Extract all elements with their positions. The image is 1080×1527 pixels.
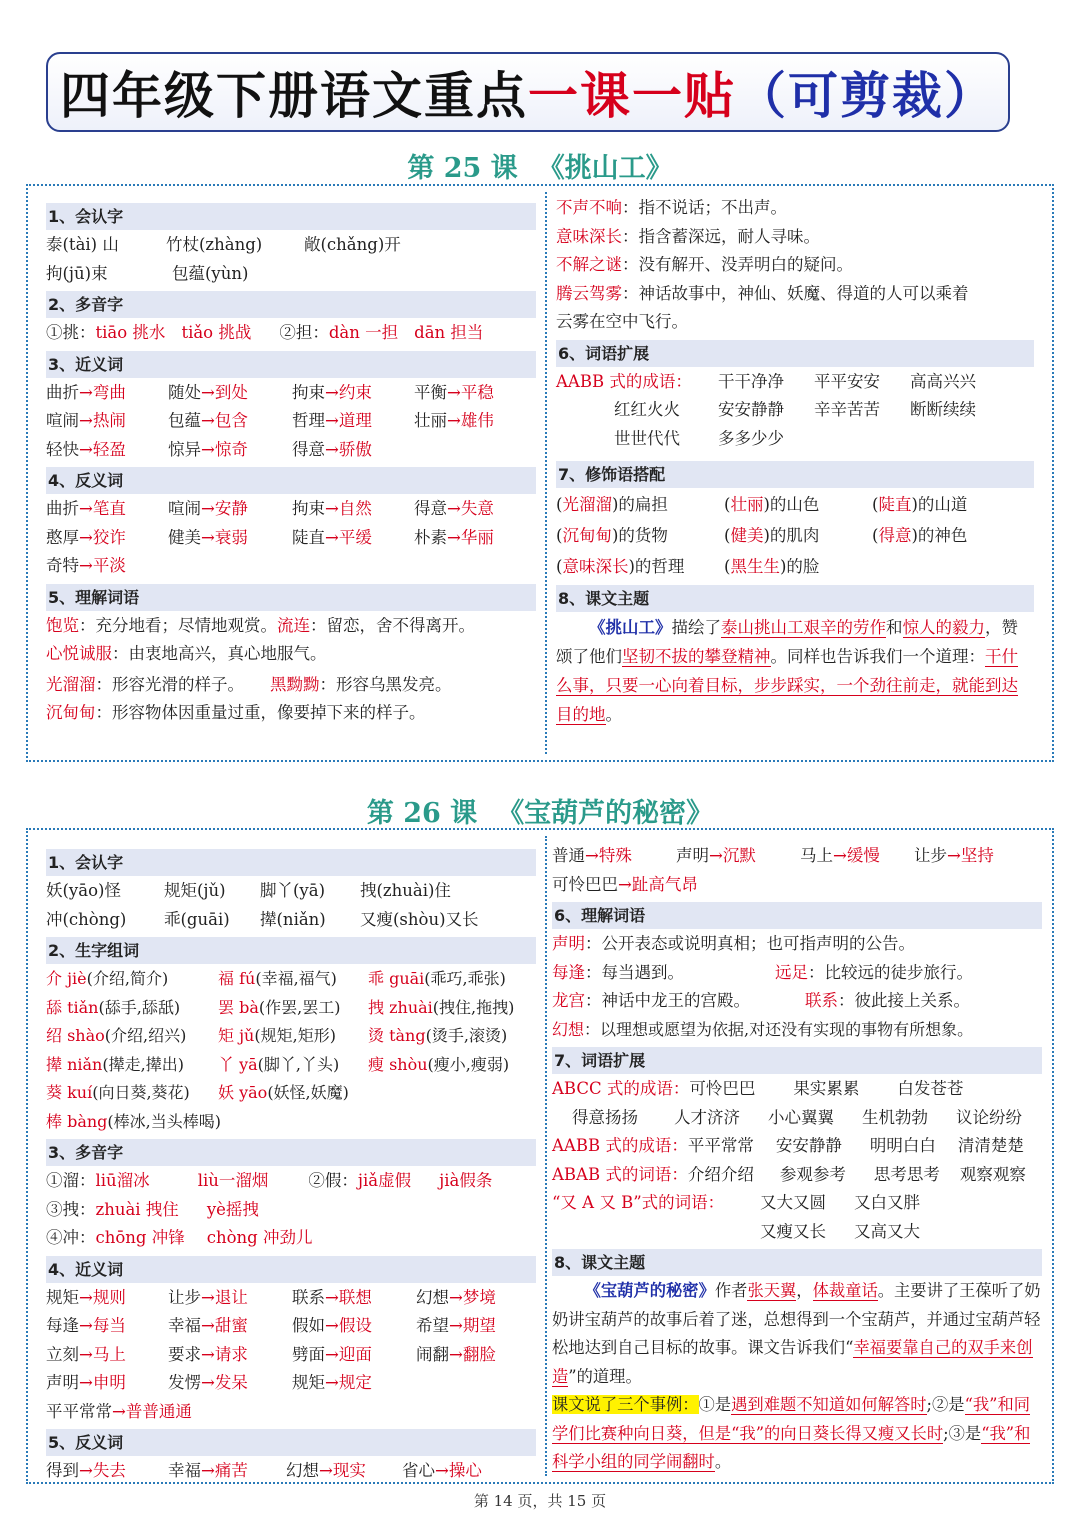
polyphone-item: dān 担当 — [414, 323, 484, 342]
vocab-item: 介 jiè(介绍,简介) — [46, 969, 169, 988]
vocab-row — [46, 1051, 536, 1080]
char-row — [46, 260, 536, 289]
column-divider — [545, 192, 547, 754]
lesson-26-card — [26, 828, 1054, 1484]
lesson-number: 第 26 课 — [366, 798, 478, 829]
word-pair-row: 平平常常→普普通通 — [46, 1401, 192, 1421]
column-divider — [545, 836, 547, 1476]
antonym-pair: 幸福→痛苦 — [168, 1461, 248, 1480]
theme-paragraph: 《挑山工》描绘了泰山挑山工艰辛的劳作和惊人的毅力，赞颂了他们坚韧不拔的攀登精神。同样也告诉我们一个道理：干什么事，只要一心向着目标，步步踩实，一个劲往前走，就能到达目的地。 — [556, 618, 1018, 724]
definition-row: 饱览：充分地看；尽情地观赏。流连：留恋，舍不得离开。 — [46, 615, 475, 635]
char-item: 妖(yāo)怪 — [46, 881, 121, 900]
modifier-pair: (意味深长)的哲理 — [556, 557, 685, 576]
antonym-pair: 幻想→现实 — [286, 1461, 366, 1480]
synonym-pair: 立刻→马上 — [46, 1344, 126, 1364]
idiom: 高高兴兴 — [910, 371, 976, 391]
synonym-pair: 拘束→约束 — [292, 382, 372, 402]
polyphone-row: ④冲：chōng 冲锋 chòng 冲劲儿 — [46, 1228, 313, 1247]
synonym-pair: 惊异→惊奇 — [168, 439, 248, 459]
synonym-pair: 随处→到处 — [168, 382, 248, 402]
antonym-pair: 健美→衰弱 — [168, 527, 248, 547]
section-header: 1、会认字 — [46, 849, 536, 876]
vocab-item: 罢 bà(作罢,罢工) — [218, 997, 341, 1017]
examples-paragraph: 课文说了三个事例：①是遇到难题不知道如何解答时;②是“我”和同学们比赛种向日葵，但是“我”的向日葵长得又瘦又长时;③是“我”和科学小组的同学闹翻时。 — [552, 1395, 1031, 1471]
definition-row: 光溜溜：形容光滑的样子。 黑黝黝：形容乌黑发亮。 — [46, 674, 452, 694]
modifier-row — [556, 551, 1034, 582]
section-header: 2、多音字 — [46, 291, 536, 318]
modifier-pair: (壮丽)的山色 — [724, 495, 820, 514]
vocab-row — [46, 1022, 536, 1051]
definition-row: 不解之谜：没有解开、没弄明白的疑问。 — [556, 255, 853, 274]
char-item: 敞(chǎng)开 — [304, 235, 401, 254]
synonym-pair: 联系→联想 — [292, 1287, 372, 1307]
char-item: 拽(zhuài)住 — [360, 881, 451, 900]
modifier-row — [556, 489, 1034, 520]
section-header: 6、词语扩展 — [556, 340, 1034, 367]
char-row — [46, 877, 536, 906]
vocab-row — [46, 965, 536, 994]
idiom-label: ABCC 式的成语： — [552, 1079, 690, 1098]
char-item: 拘(jū)束 — [46, 263, 108, 283]
synonym-pair: 曲折→弯曲 — [46, 382, 126, 402]
vocab-item: 棒 bàng(棒冰,当头棒喝) — [46, 1111, 221, 1131]
idiom-row — [556, 396, 1034, 425]
word-pair-row — [46, 1457, 536, 1486]
definition-row: 幻想：以理想或愿望为依据,对还没有实现的事物有所想象。 — [552, 1019, 974, 1039]
char-item: 规矩(jǔ) — [164, 881, 226, 900]
antonym-pair: 朴素→华丽 — [414, 527, 494, 547]
idiom: 平平安安 — [814, 371, 880, 391]
section-header: 7、修饰语搭配 — [556, 461, 1034, 488]
synonym-pair: 幸福→甜蜜 — [168, 1316, 248, 1335]
definition-row: 不声不响：指不说话；不出声。 — [556, 198, 787, 217]
section-header: 4、近义词 — [46, 1256, 536, 1283]
modifier-pair: (沉甸甸)的货物 — [556, 526, 668, 545]
antonym-pair: 让步→坚持 — [914, 846, 994, 865]
section-header: 7、词语扩展 — [552, 1047, 1042, 1074]
word-pair-row — [46, 1341, 536, 1370]
synonym-pair: 要求→请求 — [168, 1344, 248, 1364]
polyphone-item: tiǎo 挑战 — [181, 323, 252, 342]
synonym-pair: 平衡→平稳 — [414, 382, 494, 402]
idiom-row — [556, 368, 1034, 397]
idiom: 世世代代 — [614, 428, 680, 448]
section-header: 2、生字组词 — [46, 937, 536, 964]
antonym-pair: 喧闹→安静 — [168, 499, 248, 518]
word-pair-row — [46, 524, 536, 553]
modifier-row — [556, 520, 1034, 551]
lesson-25-right-column — [556, 194, 1034, 729]
polyphone-row: ③拽：zhuài 拽住 yè摇拽 — [46, 1199, 259, 1219]
idiom-label: “又 A 又 B”式的词语： — [552, 1193, 725, 1212]
polyphone-item: dàn 一担 — [328, 323, 399, 342]
char-item: 包蕴(yùn) — [172, 263, 249, 283]
modifier-pair: (黑生生)的脸 — [724, 557, 820, 576]
section-header: 6、理解词语 — [552, 902, 1042, 929]
lesson-26-right-column — [552, 842, 1042, 1477]
vocab-item: 妖 yāo(妖怪,妖魔) — [218, 1083, 349, 1102]
lesson-name: 《宝葫芦的秘密》 — [497, 798, 714, 829]
banner-title: 四年级下册语文重点 — [60, 67, 528, 125]
polyphone-item: tiāo 挑水 — [95, 323, 166, 342]
char-item: 撵(niǎn) — [260, 909, 326, 929]
vocab-item: 葵 kuí(向日葵,葵花) — [46, 1083, 190, 1102]
polyphone-label: ①挑： — [46, 323, 96, 342]
vocab-item: 乖 guāi(乖巧,乖张) — [368, 969, 506, 988]
synonym-pair: 得意→骄傲 — [292, 439, 372, 459]
definition-row: 龙宫：神话中龙王的宫殿。 联系：彼此接上关系。 — [552, 991, 970, 1010]
synonym-pair: 喧闹→热闹 — [46, 411, 126, 430]
synonym-pair: 让步→退让 — [168, 1287, 248, 1307]
vocab-item: 福 fú(幸福,福气) — [218, 969, 337, 988]
section-header: 8、课文主题 — [552, 1249, 1042, 1276]
synonym-pair: 发愣→发呆 — [168, 1373, 248, 1392]
section-header: 1、会认字 — [46, 203, 536, 230]
idiom-label: AABB 式的成语： — [556, 371, 692, 391]
vocab-item: 瘦 shòu(瘦小,瘦弱) — [368, 1054, 510, 1074]
antonym-pair: 声明→沉默 — [676, 846, 756, 865]
section-header: 5、理解词语 — [46, 584, 536, 611]
synonym-pair: 假如→假设 — [292, 1316, 372, 1335]
antonym-pair: 拘束→自然 — [292, 499, 372, 518]
lesson-26-title — [0, 791, 1080, 830]
idiom-row: ABAB 式的词语：介绍介绍 参观参考 思考思考 观察观察 — [552, 1164, 1026, 1184]
idiom-row: “又 A 又 B”式的词语： 又大又圆 又白又胖 — [552, 1189, 1042, 1218]
polyphone-row — [46, 319, 536, 348]
theme-paragraph: 《宝葫芦的秘密》作者张天翼，体裁童话。主要讲了王葆听了奶奶讲宝葫芦的故事后着了迷，总想得到一个宝葫芦，并通过宝葫芦轻松地达到自己目标的故事。课文告诉我们“幸福要靠自己的双手来创造”的道理。 — [552, 1281, 1041, 1386]
synonym-pair: 规矩→规则 — [46, 1287, 126, 1307]
char-row — [46, 231, 536, 260]
page-banner — [46, 52, 1010, 132]
section-header: 3、近义词 — [46, 351, 536, 378]
idiom: 干干净净 — [718, 371, 784, 391]
idiom-row: 得意扬扬 人才济济 小心翼翼 生机勃勃 议论纷纷 — [572, 1107, 1022, 1127]
section-header: 5、反义词 — [46, 1429, 536, 1456]
word-pair-row — [46, 407, 536, 436]
modifier-pair: (陡直)的山道 — [872, 495, 968, 514]
synonym-pair: 规矩→规定 — [292, 1373, 372, 1392]
polyphone-row: ①溜：liū溜冰 liù一溜烟 ②假：jiǎ虚假 jià假条 — [46, 1171, 493, 1190]
definition-row: 每逢：每当遇到。 远足：比较远的徒步旅行。 — [552, 962, 973, 982]
synonym-pair: 轻快→轻盈 — [46, 439, 126, 459]
idiom-label: ABAB 式的词语： — [552, 1164, 688, 1184]
lesson-number: 第 25 课 — [407, 153, 518, 184]
vocab-item: 舔 tiǎn(舔手,舔舐) — [46, 997, 181, 1017]
char-item: 又瘦(shòu)又长 — [360, 909, 479, 929]
definition-row: 意味深长：指含蓄深远，耐人寻味。 — [556, 226, 820, 246]
definition-row: 沉甸甸：形容物体因重量过重，像要掉下来的样子。 — [46, 703, 426, 722]
char-item: 乖(guāi) — [164, 909, 230, 929]
antonym-pair: 得意→失意 — [414, 499, 494, 518]
antonym-row: 可怜巴巴→趾高气昂 — [552, 874, 698, 894]
vocab-item: 矩 jǔ(规矩,矩形) — [218, 1026, 336, 1045]
definition-row: 声明：公开表态或说明真相；也可指声明的公告。 — [552, 934, 915, 953]
synonym-pair: 闹翻→翻脸 — [416, 1344, 496, 1364]
definition-row: 心悦诚服：由衷地高兴，真心地服气。 — [46, 644, 327, 663]
idiom-row: ABCC 式的成语：可怜巴巴 果实累累 白发苍苍 — [552, 1079, 964, 1098]
vocab-row — [46, 1108, 536, 1137]
definition-row: 云雾在空中飞行。 — [556, 312, 688, 331]
char-item: 冲(chòng) — [46, 909, 127, 929]
banner-note: （可剪裁） — [736, 67, 996, 125]
lesson-25-title — [0, 146, 1080, 185]
idiom: 辛辛苦苦 — [814, 400, 880, 419]
idiom-label: AABB 式的成语： — [552, 1136, 688, 1155]
idiom-row — [556, 425, 1034, 454]
modifier-pair: (得意)的神色 — [872, 526, 968, 545]
idiom-row: AABB 式的成语：平平常常 安安静静 明明白白 清清楚楚 — [552, 1136, 1024, 1155]
modifier-pair: (健美)的肌肉 — [724, 526, 820, 545]
vocab-row — [46, 994, 536, 1023]
modifier-pair: (光溜溜)的扁担 — [556, 495, 668, 514]
section-header: 3、多音字 — [46, 1139, 536, 1166]
lesson-name: 《挑山工》 — [537, 153, 673, 184]
word-pair-row — [46, 379, 536, 408]
antonym-row — [552, 842, 1042, 871]
char-item: 脚丫(yā) — [260, 881, 326, 900]
synonym-pair: 哲理→道理 — [292, 411, 372, 430]
vocab-item: 撵 niǎn(撵走,撵出) — [46, 1054, 184, 1074]
lesson-25-card — [26, 184, 1054, 762]
synonym-pair: 希望→期望 — [416, 1316, 496, 1335]
idiom: 安安静静 — [718, 400, 784, 419]
vocab-item: 拽 zhuài(拽住,拖拽) — [368, 997, 515, 1017]
page-footer: 第 14 页，共 15 页 — [473, 1492, 607, 1510]
vocab-item: 绍 shào(介绍,绍兴) — [46, 1026, 187, 1045]
idiom: 断断续续 — [910, 400, 976, 419]
antonym-pair: 马上→缓慢 — [800, 846, 880, 865]
char-item: 竹杖(zhàng) — [166, 235, 263, 254]
idiom-row: 又瘦又长 又高又大 — [760, 1221, 920, 1241]
vocab-item: 丫 yā(脚丫,丫头) — [218, 1054, 340, 1074]
synonym-pair: 劈面→迎面 — [292, 1344, 372, 1364]
lesson-26-left-column — [46, 846, 536, 1486]
synonym-pair: 包蕴→包含 — [168, 411, 248, 430]
idiom: 多多少少 — [718, 428, 784, 448]
lesson-25-left-column — [46, 200, 536, 728]
antonym-pair: 普通→特殊 — [552, 846, 632, 865]
synonym-pair: 幻想→梦境 — [416, 1287, 496, 1307]
word-pair-row — [46, 1284, 536, 1313]
polyphone-label: ②担： — [279, 323, 329, 342]
vocab-row — [46, 1079, 536, 1108]
vocab-item: 烫 tàng(烫手,滚烫) — [368, 1026, 508, 1045]
word-pair-row — [46, 495, 536, 524]
synonym-pair: 声明→申明 — [46, 1373, 126, 1392]
antonym-pair: 省心→操心 — [402, 1461, 482, 1480]
antonym-pair: 陡直→平缓 — [292, 527, 372, 547]
antonym-pair: 曲折→笔直 — [46, 499, 126, 518]
word-pair-row — [46, 1312, 536, 1341]
antonym-pair: 奇特→平淡 — [46, 556, 126, 575]
word-pair-row — [46, 552, 536, 581]
section-header: 8、课文主题 — [556, 585, 1034, 612]
idiom: 红红火火 — [614, 400, 680, 419]
synonym-pair: 每逢→每当 — [46, 1316, 126, 1335]
char-row — [46, 906, 536, 935]
antonym-pair: 憨厚→狡诈 — [46, 527, 126, 547]
section-header: 4、反义词 — [46, 467, 536, 494]
synonym-pair: 壮丽→雄伟 — [414, 411, 494, 430]
banner-highlight: 一课一贴 — [528, 67, 736, 125]
word-pair-row — [46, 1369, 536, 1398]
word-pair-row — [46, 436, 536, 465]
char-item: 泰(tài) 山 — [46, 235, 119, 254]
definition-row: 腾云驾雾：神话故事中，神仙、妖魔、得道的人可以乘着 — [556, 283, 969, 303]
antonym-pair: 得到→失去 — [46, 1461, 126, 1480]
